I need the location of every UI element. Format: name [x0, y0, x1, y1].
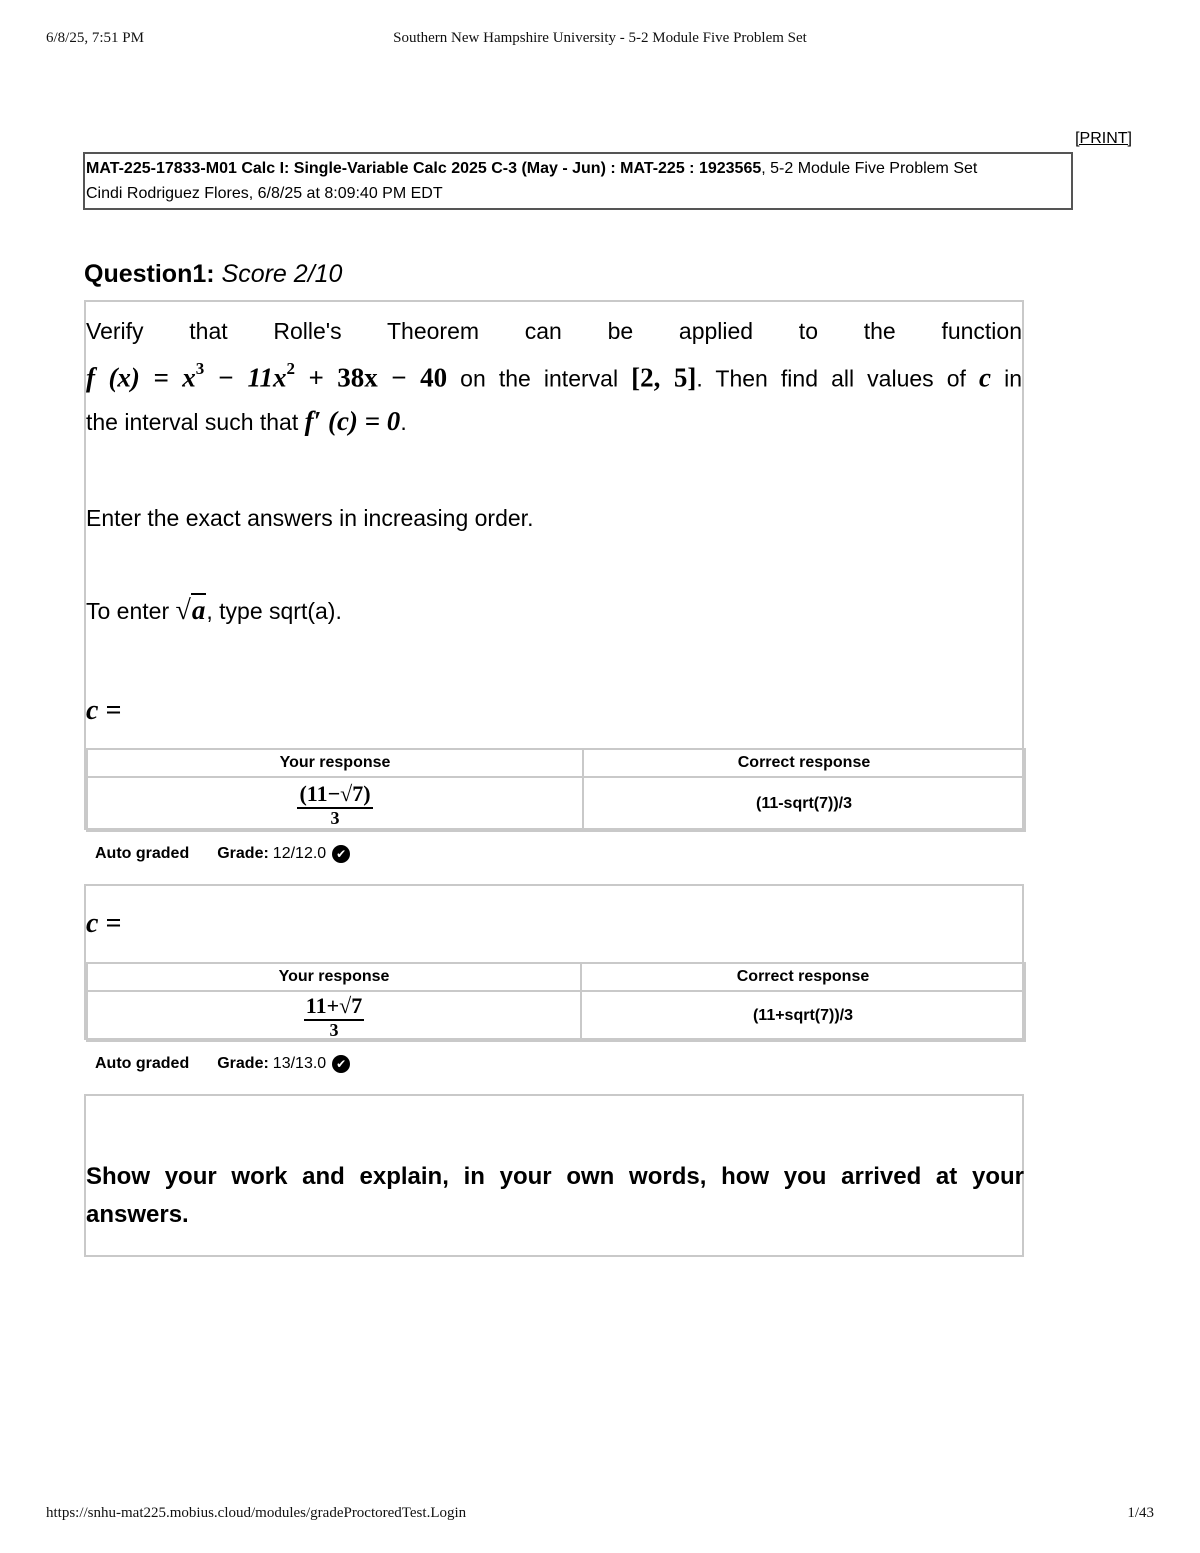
header-your-response: Your response: [87, 963, 581, 991]
show-work-prompt: Show your work and explain, in your own words, how you arrived at your answers.: [86, 1163, 1024, 1228]
course-title: MAT-225-17833-M01 Calc I: Single-Variable Calc 2025 C-3 (May - Jun) : MAT-225 : 1923565: [86, 160, 762, 177]
response-table-2: [86, 962, 1026, 1042]
fraction-numerator: (11−√7): [297, 781, 372, 809]
print-url: https://snhu-mat225.mobius.cloud/modules/gradeProctoredTest.Login: [46, 1505, 467, 1521]
your-response-cell: [87, 777, 583, 831]
fraction-denominator: 3: [330, 808, 340, 828]
fraction-numerator: 11+√7: [304, 993, 364, 1021]
prompt-line-3: [86, 400, 1022, 443]
grade-value: 13/13.0: [272, 1055, 327, 1072]
print-page-number: 1/43: [1127, 1505, 1154, 1521]
show-work-box: [84, 1094, 1024, 1257]
function-term-x: x: [182, 362, 196, 393]
var-c: c: [979, 362, 992, 393]
question-score: Score 2/10: [221, 260, 343, 288]
header-correct-response: Correct response: [583, 749, 1025, 777]
c-equals-text: c =: [86, 694, 122, 726]
text-then-find: . Then find all values of: [696, 365, 980, 392]
response-table-1: [86, 748, 1026, 832]
check-circle-icon: ✔: [332, 1055, 350, 1073]
function-term-38x: + 38x − 40: [295, 362, 448, 393]
exponent-2: 2: [286, 359, 295, 378]
print-date: 6/8/25, 7:51 PM: [46, 30, 144, 46]
text-type-sqrt: , type sqrt(a).: [206, 597, 342, 624]
auto-graded-label: Auto graded: [95, 1055, 190, 1072]
question-prompt-box: [84, 300, 1024, 830]
exponent-3: 3: [195, 359, 205, 378]
prompt-line-1: Verify that Rolle's Theorem can be applied to the function: [86, 318, 1022, 344]
check-circle-icon: ✔: [332, 845, 350, 863]
print-title: Southern New Hampshire University - 5-2 Module Five Problem Set: [393, 30, 807, 46]
grade-row-2: [95, 1055, 350, 1073]
question-label: Question1:: [84, 260, 215, 288]
sqrt-arg: a: [191, 594, 206, 625]
interval: [2, 5]: [631, 362, 697, 393]
period: .: [400, 408, 407, 435]
print-link[interactable]: [PRINT]: [1075, 130, 1132, 147]
grade-row-1: [95, 845, 350, 863]
question-prompt: [86, 302, 1022, 732]
text-in: in: [991, 365, 1023, 392]
instruction-order: Enter the exact answers in increasing order.: [86, 504, 534, 531]
correct-response-cell: (11+sqrt(7))/3: [581, 991, 1025, 1041]
function-term-11x: − 11x: [204, 362, 287, 393]
answer-part-2-box: [84, 884, 1024, 1040]
instruction-sqrt: [86, 589, 1022, 632]
fraction-denominator: 3: [329, 1020, 339, 1040]
prompt-line-2: [86, 352, 1022, 400]
student-line: Cindi Rodriguez Flores, 6/8/25 at 8:09:40 PM EDT: [86, 185, 443, 202]
correct-response-cell: (11-sqrt(7))/3: [583, 777, 1025, 831]
grade-label: Grade:: [217, 845, 269, 862]
grade-value: 12/12.0: [272, 845, 327, 862]
auto-graded-label: Auto graded: [95, 845, 190, 862]
your-response-cell: [87, 991, 581, 1041]
header-your-response: Your response: [87, 749, 583, 777]
text-to-enter: To enter: [86, 597, 176, 624]
text-on-interval: on the interval: [447, 365, 632, 392]
your-response-fraction: [304, 993, 364, 1039]
question-heading: [84, 260, 342, 289]
sqrt-icon: √: [175, 594, 191, 626]
assignment-title: , 5-2 Module Five Problem Set: [761, 160, 978, 177]
your-response-fraction: [297, 781, 372, 827]
c-equals-label-2: [86, 908, 121, 940]
derivative-condition: f′ (c) = 0: [304, 405, 401, 436]
text-interval-such-that: the interval such that: [86, 408, 305, 435]
c-equals-text: c =: [86, 908, 122, 939]
c-equals-label-1: [86, 690, 1022, 732]
grade-label: Grade:: [217, 1055, 269, 1072]
header-correct-response: Correct response: [581, 963, 1025, 991]
function-lhs: f (x) =: [86, 362, 183, 393]
assignment-info-box: [83, 152, 1073, 210]
